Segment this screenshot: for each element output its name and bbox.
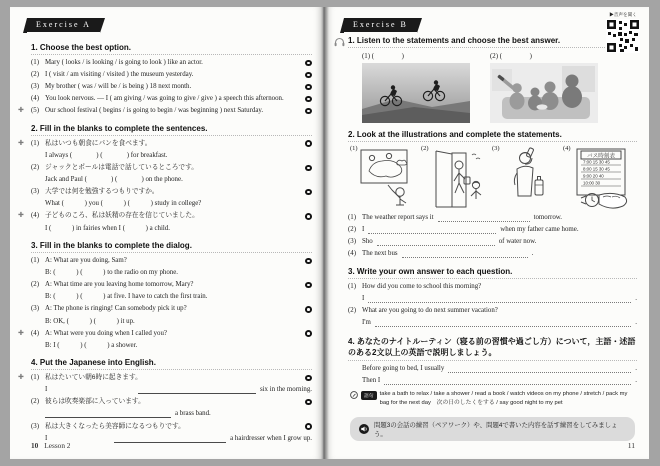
svg-text:8:00 15 30 45: 8:00 15 30 45 xyxy=(583,166,610,172)
svg-text:7:00 15 30 45: 7:00 15 30 45 xyxy=(583,159,610,165)
answer-mark-icon xyxy=(305,60,312,67)
answer-mark-icon xyxy=(305,282,312,289)
statement: (1) The weather report says it tomorrow. xyxy=(348,214,563,221)
answer-mark-icon xyxy=(305,140,312,147)
answer-blank xyxy=(377,237,495,246)
exercise-item: ✚ (1) 私はいつも朝食にパンを食べます。 xyxy=(31,139,312,150)
answer-mark-icon xyxy=(305,213,312,220)
exercise-item: (2) 彼らは吹奏楽部に入っています。 xyxy=(31,397,312,408)
svg-text:10:00 30: 10:00 30 xyxy=(583,180,601,186)
audio-qr-block xyxy=(602,12,644,58)
hint-tag: 語句 xyxy=(361,391,377,400)
exercise-item-answer-line: Jack and Paul ( ) ( ) on the phone. xyxy=(45,176,183,184)
exercise-b-badge: Exercise B xyxy=(344,18,417,32)
exercise-item: (4) You look nervous. — I ( am giving / was going to give / give ) a speech this afternoon. xyxy=(31,94,312,105)
answer-blank xyxy=(384,376,631,385)
answer-mark-icon xyxy=(305,423,312,430)
answer-line: I'm . xyxy=(362,319,637,327)
exercise-item: (2) A: What time are you leaving home tomorrow, Mary? xyxy=(31,280,312,291)
exercise-item-answer-line: I six in the morning. xyxy=(45,386,312,394)
exercise-item-answer-line: a brass band. xyxy=(45,409,312,420)
challenge-plus-icon: ✚ xyxy=(18,212,24,220)
section-b1-title: 1. Listen to the statements and choose the best answer. xyxy=(348,36,637,48)
qr-code xyxy=(606,19,640,53)
answer-blank xyxy=(45,409,171,418)
section-b2-title: 2. Look at the illustrations and complete the statements. xyxy=(348,130,637,142)
answer-blank xyxy=(402,249,528,258)
answer-line: I . xyxy=(362,294,637,302)
answer-mark-icon xyxy=(305,375,312,382)
answer-mark-icon xyxy=(305,108,312,115)
statement: (4) The next bus . xyxy=(348,250,534,258)
exercise-item: (1) Mary ( looks / is looking / is going to look ) like an actor. xyxy=(31,58,312,69)
exercise-item: ✚ (5) Our school festival ( begins / is going to begin / was beginning ) next Saturday. xyxy=(31,106,312,117)
illustration-drinking-water: (3) xyxy=(492,145,558,211)
answer-paren: ( ) xyxy=(371,53,404,60)
exercise-item: (3) 大学では何を勉強するつもりですか。 xyxy=(31,187,312,198)
statement: (3) Sho of water now. xyxy=(348,238,537,246)
writing-line: Before going to bed, I usually . xyxy=(362,364,637,372)
challenge-plus-icon: ✚ xyxy=(18,107,24,115)
answer-mark-icon xyxy=(305,189,312,196)
exercise-item: (2) ジャックとポールは電話で話しているところです。 xyxy=(31,163,312,174)
exercise-item-answer-line: I always ( ) ( ) for breakfast. xyxy=(45,151,168,159)
writing-line: Then I . xyxy=(362,376,637,384)
section-1-title: 1. Choose the best option. xyxy=(31,43,312,55)
exercise-item-answer-line: B: ( ) ( ) to the radio on my phone. xyxy=(45,269,179,277)
exercise-item-answer-line: B: ( ) ( ) at five. I have to catch the first train. xyxy=(45,293,208,301)
exercise-item-answer-line: B: I ( ) ( ) a shower. xyxy=(45,341,138,349)
answer-blank xyxy=(368,225,496,234)
illustration-father-coming-home: (2) xyxy=(421,145,487,211)
svg-text:バス時刻表: バス時刻表 xyxy=(587,153,615,160)
question: (1) How did you come to school this morning? xyxy=(348,282,482,290)
exercise-item: (2) I ( visit / am visiting / visited ) the museum yesterday. xyxy=(31,70,312,81)
section-2-title: 2. Fill in the blanks to complete the sentences. xyxy=(31,124,312,136)
exercise-item: (3) My brother ( was / will be / is being ) 18 next month. xyxy=(31,82,312,93)
headphones-icon xyxy=(334,37,345,47)
vocabulary-hint: 語句 take a bath to relax / take a shower / read a book / watch videos on my phone / stretch / pack my bag for the next day 次の日のしたくをする / say good night to my pet xyxy=(350,390,637,407)
challenge-plus-icon: ✚ xyxy=(18,374,24,382)
challenge-plus-icon: ✚ xyxy=(18,139,24,147)
illustration-weather-report: (1) xyxy=(350,145,416,211)
illustration-bus-timetable: (4) バス時刻表 7:00 15 30 45 8:00 15 30 45 9:00 20 40 10:00 30 xyxy=(563,145,629,211)
book-spine xyxy=(321,7,329,459)
page-number: 10 xyxy=(31,441,39,450)
answer-mark-icon xyxy=(305,258,312,265)
exercise-item-answer-line: I ( ) in fairies when I ( ) a child. xyxy=(45,224,170,232)
qr-label: ▶音声を聞く xyxy=(609,12,637,17)
answer-mark-icon xyxy=(305,399,312,406)
answer-blank xyxy=(368,294,631,303)
answer-mark-icon xyxy=(305,84,312,91)
lesson-label: Lesson 2 xyxy=(44,441,71,450)
speaking-practice-note: 問題3の会話の練習（ペアワーク）や、問題4で書いた内容を話す練習をしてみましょう。 xyxy=(350,417,635,441)
exercise-item: ✚ (1) 私はたいてい朝6時に起きます。 xyxy=(31,373,312,384)
answer-mark-icon xyxy=(305,72,312,79)
answer-blank xyxy=(138,385,256,394)
answer-mark-icon xyxy=(305,165,312,172)
exercise-item: (1) A: What are you doing, Sam? xyxy=(31,256,312,267)
answer-blank xyxy=(114,434,226,443)
speaking-icon xyxy=(359,424,369,434)
exercise-item-answer-line: B: OK, ( ) ( ) it up. xyxy=(45,317,135,325)
svg-text:9:00 20 40: 9:00 20 40 xyxy=(583,173,604,179)
exercise-item-answer-line: I a hairdresser when I grow up. xyxy=(45,434,312,442)
answer-mark-icon xyxy=(305,330,312,337)
answer-blank xyxy=(375,318,631,327)
section-b4-title: 4. あなたのナイトルーティン（寝る前の習慣や過ごし方）について，主語・述語のある2文以上の英語で説明しましょう。 xyxy=(348,336,637,361)
page-left xyxy=(10,7,323,459)
hint-icon xyxy=(350,391,358,399)
answer-blank xyxy=(448,364,631,373)
section-b3-title: 3. Write your own answer to each question. xyxy=(348,267,637,279)
section-3-title: 3. Fill in the blanks to complete the dialog. xyxy=(31,241,312,253)
answer-mark-icon xyxy=(305,306,312,313)
section-4-title: 4. Put the Japanese into English. xyxy=(31,358,312,370)
photo-family-watching-tv xyxy=(490,63,598,123)
exercise-item: (3) 私は大きくなったら美容師になるつもりです。 xyxy=(31,422,312,433)
page-number: 11 xyxy=(627,441,635,450)
answer-blank xyxy=(438,213,530,222)
exercise-a-badge: Exercise A xyxy=(27,18,100,32)
page-right xyxy=(325,7,649,459)
photo-mountain-bikers xyxy=(362,63,470,123)
exercise-item-answer-line: What ( ) you ( ) ( ) study in college? xyxy=(45,200,202,208)
page-footer xyxy=(31,441,70,450)
exercise-item: ✚ (4) A: What were you doing when I called you? xyxy=(31,329,312,340)
exercise-item: ✚ (4) 子どものころ、私は妖精の存在を信じていました。 xyxy=(31,211,312,222)
challenge-plus-icon: ✚ xyxy=(18,329,24,337)
answer-paren: ( ) xyxy=(499,53,532,60)
exercise-item: (3) A: The phone is ringing! Can somebody pick it up? xyxy=(31,304,312,315)
statement: (2) I when my father came home. xyxy=(348,226,579,234)
listening-answer-row: (1) ( ) (2) ( ) xyxy=(362,53,532,60)
question: (2) What are you going to do next summer vacation? xyxy=(348,306,498,314)
answer-mark-icon xyxy=(305,96,312,103)
